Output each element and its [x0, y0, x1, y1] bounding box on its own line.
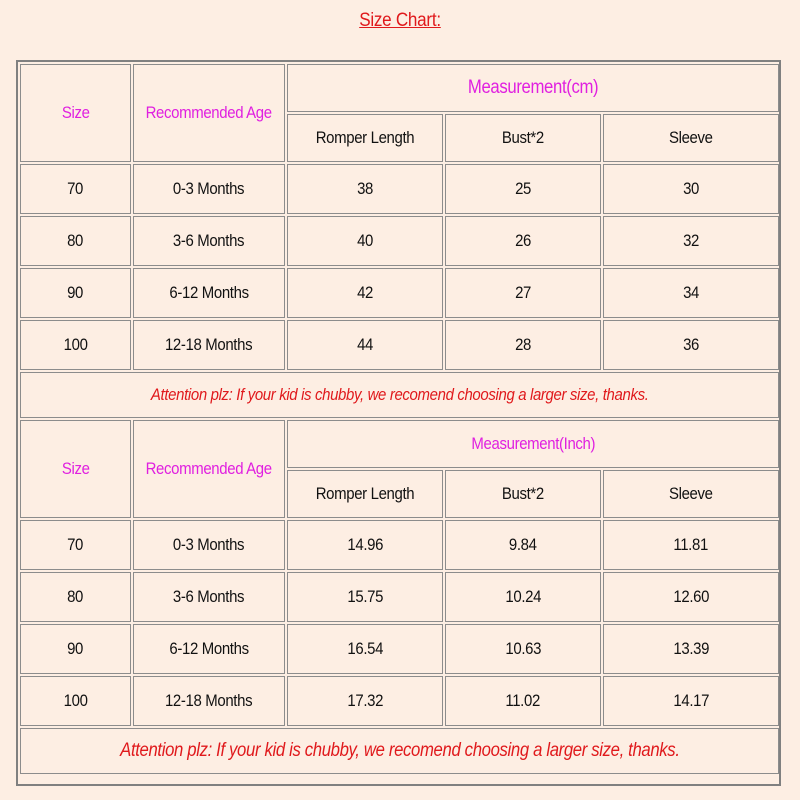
bust-cell: 25 [445, 164, 601, 214]
table-row [20, 520, 779, 570]
sleeve-cell: 12.60 [603, 572, 779, 622]
romper-length-header: Romper Length [287, 470, 443, 518]
page-title: Size Chart: [359, 10, 441, 31]
cm-header-row-1 [20, 64, 779, 112]
sleeve-cell: 32 [603, 216, 779, 266]
table-row [20, 320, 779, 370]
attention-note: Attention plz: If your kid is chubby, we recomend choosing a larger size, thanks. [20, 372, 779, 418]
age-cell: 12-18 Months [133, 676, 285, 726]
romper-cell: 16.54 [287, 624, 443, 674]
size-cell: 90 [20, 624, 131, 674]
age-cell: 3-6 Months [133, 216, 285, 266]
size-chart-frame [16, 60, 781, 786]
age-cell: 6-12 Months [133, 624, 285, 674]
sleeve-cell: 36 [603, 320, 779, 370]
size-cell: 70 [20, 164, 131, 214]
note-row-inch [20, 728, 779, 774]
table-row [20, 676, 779, 726]
romper-cell: 14.96 [287, 520, 443, 570]
size-cell: 70 [20, 520, 131, 570]
romper-cell: 42 [287, 268, 443, 318]
bust-cell: 26 [445, 216, 601, 266]
size-cell: 100 [20, 676, 131, 726]
attention-note: Attention plz: If your kid is chubby, we recomend choosing a larger size, thanks. [20, 728, 779, 774]
romper-length-header: Romper Length [287, 114, 443, 162]
bust-header: Bust*2 [445, 114, 601, 162]
sleeve-cell: 13.39 [603, 624, 779, 674]
table-row [20, 572, 779, 622]
romper-cell: 38 [287, 164, 443, 214]
measurement-cm-header: Measurement(cm) [287, 64, 779, 112]
age-header: Recommended Age [133, 420, 285, 518]
sleeve-cell: 14.17 [603, 676, 779, 726]
romper-cell: 17.32 [287, 676, 443, 726]
bust-cell: 10.24 [445, 572, 601, 622]
bust-header: Bust*2 [445, 470, 601, 518]
bust-cell: 28 [445, 320, 601, 370]
bust-cell: 10.63 [445, 624, 601, 674]
age-header: Recommended Age [133, 64, 285, 162]
age-cell: 12-18 Months [133, 320, 285, 370]
table-row [20, 624, 779, 674]
note-row-cm [20, 372, 779, 418]
sleeve-header: Sleeve [603, 470, 779, 518]
age-cell: 3-6 Months [133, 572, 285, 622]
sleeve-cell: 11.81 [603, 520, 779, 570]
sleeve-header: Sleeve [603, 114, 779, 162]
age-cell: 6-12 Months [133, 268, 285, 318]
inch-header-row-1 [20, 420, 779, 468]
size-cell: 80 [20, 572, 131, 622]
table-row [20, 216, 779, 266]
table-row [20, 164, 779, 214]
romper-cell: 44 [287, 320, 443, 370]
size-cell: 80 [20, 216, 131, 266]
size-chart-table [18, 62, 781, 776]
size-header: Size [20, 420, 131, 518]
age-cell: 0-3 Months [133, 520, 285, 570]
size-cell: 100 [20, 320, 131, 370]
romper-cell: 15.75 [287, 572, 443, 622]
size-cell: 90 [20, 268, 131, 318]
bust-cell: 9.84 [445, 520, 601, 570]
size-header: Size [20, 64, 131, 162]
bust-cell: 11.02 [445, 676, 601, 726]
sleeve-cell: 34 [603, 268, 779, 318]
bust-cell: 27 [445, 268, 601, 318]
sleeve-cell: 30 [603, 164, 779, 214]
table-row [20, 268, 779, 318]
age-cell: 0-3 Months [133, 164, 285, 214]
measurement-inch-header: Measurement(Inch) [287, 420, 779, 468]
romper-cell: 40 [287, 216, 443, 266]
